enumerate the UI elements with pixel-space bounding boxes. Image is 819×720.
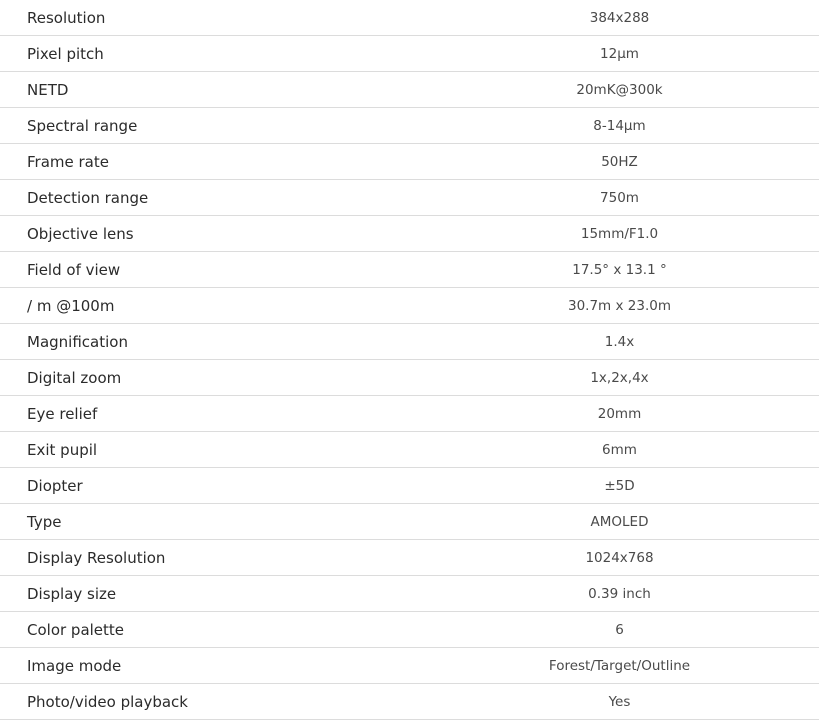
- spec-value: 20mm: [432, 396, 819, 432]
- spec-label: NETD: [0, 72, 432, 108]
- table-row: [0, 36, 819, 72]
- table-row: [0, 540, 819, 576]
- table-row: [0, 684, 819, 720]
- spec-value: Forest/Target/Outline: [432, 648, 819, 684]
- spec-value: 1024x768: [432, 540, 819, 576]
- spec-value: 750m: [432, 180, 819, 216]
- table-row: [0, 432, 819, 468]
- spec-value: 30.7m x 23.0m: [432, 288, 819, 324]
- table-row: [0, 180, 819, 216]
- spec-value: 6: [432, 612, 819, 648]
- table-row: [0, 360, 819, 396]
- spec-label: Photo/video playback: [0, 684, 432, 720]
- spec-label: Spectral range: [0, 108, 432, 144]
- spec-value: Yes: [432, 684, 819, 720]
- spec-label: Color palette: [0, 612, 432, 648]
- spec-label: Magnification: [0, 324, 432, 360]
- table-row: [0, 108, 819, 144]
- spec-value: 15mm/F1.0: [432, 216, 819, 252]
- spec-value: 17.5° x 13.1 °: [432, 252, 819, 288]
- table-row: [0, 396, 819, 432]
- spec-label: Objective lens: [0, 216, 432, 252]
- spec-label: / m @100m: [0, 288, 432, 324]
- table-row: [0, 612, 819, 648]
- spec-label: Resolution: [0, 0, 432, 36]
- spec-label: Image mode: [0, 648, 432, 684]
- spec-label: Field of view: [0, 252, 432, 288]
- spec-label: Detection range: [0, 180, 432, 216]
- table-row: [0, 324, 819, 360]
- table-row: [0, 648, 819, 684]
- spec-label: Display size: [0, 576, 432, 612]
- spec-label: Eye relief: [0, 396, 432, 432]
- spec-value: 6mm: [432, 432, 819, 468]
- spec-value: 1.4x: [432, 324, 819, 360]
- table-row: [0, 144, 819, 180]
- table-row: [0, 504, 819, 540]
- spec-label: Frame rate: [0, 144, 432, 180]
- spec-value: 50HZ: [432, 144, 819, 180]
- table-row: [0, 216, 819, 252]
- table-row: [0, 252, 819, 288]
- spec-value: 12μm: [432, 36, 819, 72]
- table-row: [0, 288, 819, 324]
- spec-value: 384x288: [432, 0, 819, 36]
- spec-label: Display Resolution: [0, 540, 432, 576]
- spec-value: 1x,2x,4x: [432, 360, 819, 396]
- table-row: [0, 72, 819, 108]
- spec-value: 0.39 inch: [432, 576, 819, 612]
- table-row: [0, 0, 819, 36]
- spec-value: 20mK@300k: [432, 72, 819, 108]
- spec-label: Exit pupil: [0, 432, 432, 468]
- table-row: [0, 576, 819, 612]
- spec-value: AMOLED: [432, 504, 819, 540]
- spec-label: Diopter: [0, 468, 432, 504]
- spec-label: Type: [0, 504, 432, 540]
- spec-value: 8-14μm: [432, 108, 819, 144]
- table-row: [0, 468, 819, 504]
- spec-label: Pixel pitch: [0, 36, 432, 72]
- spec-value: ±5D: [432, 468, 819, 504]
- spec-label: Digital zoom: [0, 360, 432, 396]
